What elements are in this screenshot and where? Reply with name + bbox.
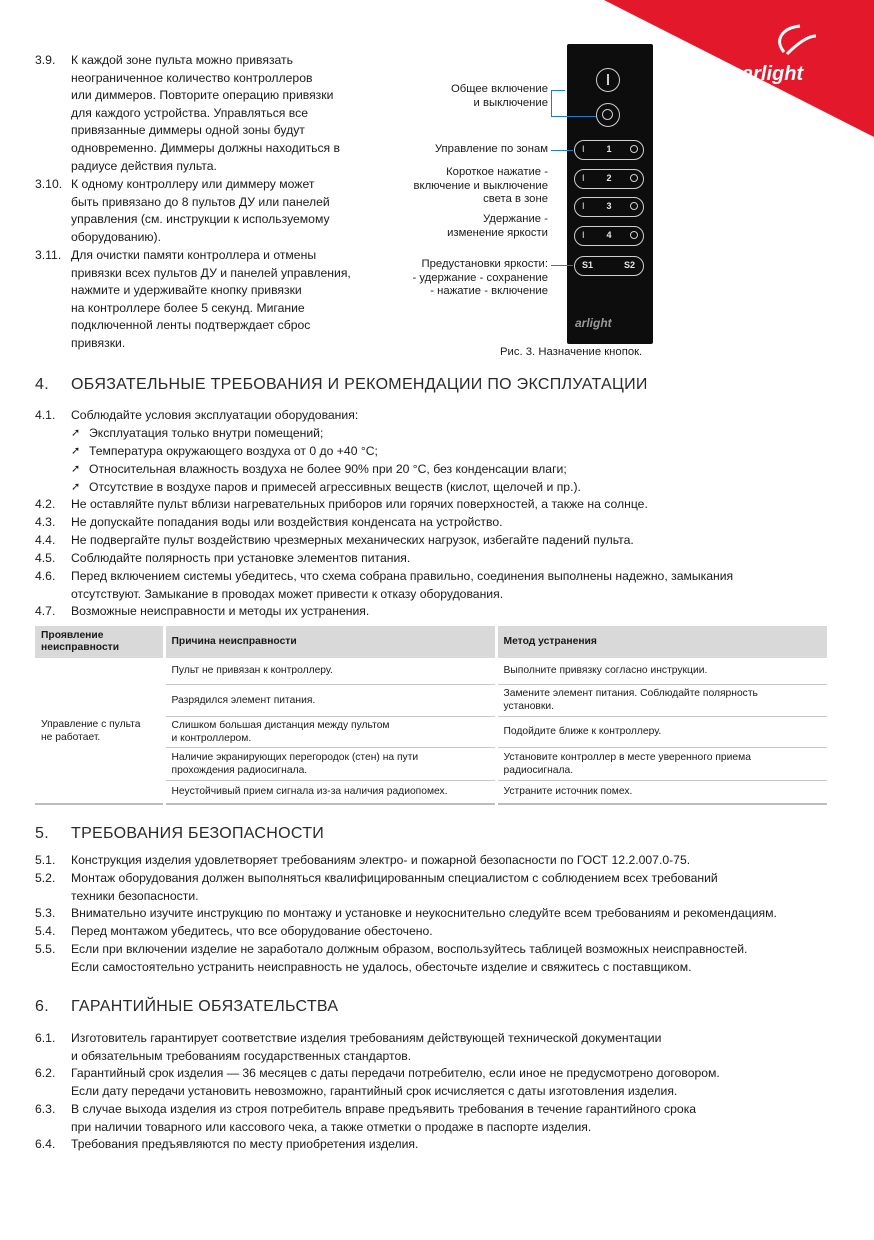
item-number: 5.5.: [35, 942, 56, 956]
power-off-button: [596, 103, 620, 127]
item-text: Конструкция изделия удовлетворяет требованиям электро- и пожарной безопасности по ГОСТ 12.2.007.0-75.: [71, 853, 691, 867]
item-number: 4.7.: [35, 604, 56, 618]
zone-number: 2: [606, 173, 612, 183]
table-cell: Выполните привязку согласно инструкции.: [496, 658, 827, 684]
leader-line: [551, 150, 573, 151]
leader-line: [551, 90, 565, 91]
zone-number: 1: [606, 144, 612, 154]
faults-table: [35, 626, 827, 805]
power-off-icon: [602, 109, 613, 120]
table-cell: Подойдите ближе к контроллеру.: [496, 716, 827, 747]
item-text: Внимательно изучите инструкцию по монтажу и установке и неукоснительно следуйте всем требованиям и рекомендациям.: [71, 906, 777, 920]
preset-buttons: [574, 256, 644, 276]
table-cell-symptom: Управление с пульта не работает.: [35, 658, 164, 804]
item-text: Не оставляйте пульт вблизи нагревательных приборов или горячих поверхностей, а также на солнце.: [71, 497, 648, 511]
item-text: В случае выхода изделия из строя потребитель вправе предъявить требования в течение гарантийного срока при наличии товарного или кассового чека, а также отметки о продаже в паспорте изделия.: [71, 1102, 697, 1134]
table-cell: Устраните источник помех.: [496, 780, 827, 804]
item-text: Перед монтажом убедитесь, что все оборудование обесточено.: [71, 924, 433, 938]
item-number: 4.4.: [35, 533, 56, 547]
zone-number: 4: [606, 230, 612, 240]
table-cell: Неустойчивый прием сигнала из-за наличия радиопомех.: [164, 780, 496, 804]
item-text: К одному контроллеру или диммеру может быть привязано до 8 пультов ДУ или панелей управления (см. инструкции к используемому оборудованию).: [71, 177, 330, 244]
zone-off-icon: [630, 231, 638, 239]
leader-line: [551, 265, 573, 266]
item-text: Гарантийный срок изделия — 36 месяцев с даты передачи потребителю, если иное не предусмотрено договором. Если дату передачи установить невозможно, гарантийный срок исчисляется с даты изготовления изделия.: [71, 1066, 720, 1098]
section-title: ТРЕБОВАНИЯ БЕЗОПАСНОСТИ: [71, 825, 325, 842]
item-text: Требования предъявляются по месту приобретения изделия.: [71, 1137, 419, 1151]
callout-short-press: Короткое нажатие - включение и выключение света в зоне: [413, 166, 548, 205]
callout-hold: Удержание - изменение яркости: [447, 213, 548, 239]
zone-number: 3: [606, 201, 612, 211]
zone-on-glyph: I: [582, 201, 585, 211]
section-number: 5.: [35, 825, 49, 842]
item-number: 3.10.: [35, 177, 63, 191]
list-item: [35, 176, 415, 248]
arrow-bullet-icon: ➚: [71, 427, 81, 439]
table-cell: Разрядился элемент питания.: [164, 684, 496, 716]
item-number: 4.1.: [35, 408, 56, 422]
bullet-text: Эксплуатация только внутри помещений;: [89, 426, 324, 440]
zone-off-icon: [630, 145, 638, 153]
item-text: К каждой зоне пульта можно привязать неограниченное количество контроллеров или диммеров. Повторите операцию привязки для каждого устройства. Управляться все привязанные диммеры одной зоны будут одновременно. Диммеры должны находиться в радиусе действия пульта.: [71, 53, 340, 173]
item-text: Не допускайте попадания воды или воздействия конденсата на устройство.: [71, 515, 503, 529]
section-number: 4.: [35, 376, 49, 393]
item-number: 5.2.: [35, 871, 56, 885]
table-cell: Пульт не привязан к контроллеру.: [164, 658, 496, 684]
section-title: ГАРАНТИЙНЫЕ ОБЯЗАТЕЛЬСТВА: [71, 998, 339, 1015]
item-text: Для очистки памяти контроллера и отмены привязки всех пультов ДУ и панелей управления, нажмите и удерживайте кнопку привязки на контроллере более 5 секунд. Мигание подключенной ленты подтверждает сброс привязки.: [71, 248, 351, 350]
preset-s1-label: S1: [582, 260, 594, 270]
bullet-text: Отсутствие в воздухе паров и примесей агрессивных веществ (кислот, щелочей и пр.).: [89, 480, 581, 494]
column-header: Причина неисправности: [164, 626, 496, 658]
section-number: 6.: [35, 998, 49, 1015]
table-cell: Установите контроллер в месте уверенного приема радиосигнала.: [496, 747, 827, 780]
table-cell: Слишком большая дистанция между пультом и контроллером.: [164, 716, 496, 747]
preset-s2-label: S2: [623, 260, 635, 270]
leader-line: [551, 116, 596, 117]
remote-control-figure: [567, 44, 653, 344]
table-cell: Замените элемент питания. Соблюдайте полярность установки.: [496, 684, 827, 716]
item-number: 4.6.: [35, 569, 56, 583]
item-number: 6.4.: [35, 1137, 56, 1151]
item-text: Не подвергайте пульт воздействию чрезмерных механических нагрузок, избегайте падений пульта.: [71, 533, 634, 547]
callout-power: Общее включение и выключение: [450, 83, 548, 109]
item-text: Изготовитель гарантирует соответствие изделия требованиям действующей технической документации и обязательным требованиям государственных стандартов.: [71, 1031, 662, 1063]
item-number: 6.2.: [35, 1066, 56, 1080]
item-text: Соблюдайте условия эксплуатации оборудования:: [71, 408, 359, 422]
zone-on-glyph: I: [582, 230, 585, 240]
table-header-row: [35, 626, 827, 658]
list-item: [35, 247, 415, 355]
table-cell: Наличие экранирующих перегородок (стен) на пути прохождения радиосигнала.: [164, 747, 496, 780]
item-number: 3.11.: [35, 248, 62, 262]
zone-button-4: [574, 226, 644, 246]
zone-button-3: [574, 197, 644, 217]
item-number: 5.3.: [35, 906, 56, 920]
arrow-bullet-icon: ➚: [71, 481, 81, 493]
zone-on-glyph: I: [582, 144, 585, 154]
arrow-bullet-icon: ➚: [71, 463, 81, 475]
item-number: 5.1.: [35, 853, 56, 867]
item-number: 4.3.: [35, 515, 56, 529]
callout-zones: Управление по зонам: [434, 143, 548, 155]
item-text: Если при включении изделие не заработало должным образом, воспользуйтесь таблицей возможных неисправностей. Если самостоятельно устранить неисправность не удалось, обесточьте изделие и свяжитесь с поставщиком.: [71, 942, 748, 974]
item-number: 3.9.: [35, 53, 56, 67]
item-number: 4.5.: [35, 551, 56, 565]
item-number: 4.2.: [35, 497, 56, 511]
figure-caption: Рис. 3. Назначение кнопок.: [500, 346, 643, 358]
zone-on-glyph: I: [582, 173, 585, 183]
arrow-bullet-icon: ➚: [71, 445, 81, 457]
item-number: 5.4.: [35, 924, 56, 938]
arlight-logo-text: arlight: [742, 63, 804, 85]
item-text: Монтаж оборудования должен выполняться квалифицированным специалистом с соблюдением всех требований техники безопасности.: [71, 871, 718, 903]
item-text: Соблюдайте полярность при установке элементов питания.: [71, 551, 411, 565]
section-title: ОБЯЗАТЕЛЬНЫЕ ТРЕБОВАНИЯ И РЕКОМЕНДАЦИИ ПО ЭКСПЛУАТАЦИИ: [71, 376, 648, 393]
column-header: Проявление неисправности: [35, 626, 164, 658]
list-item: [35, 52, 415, 177]
zone-button-1: [574, 140, 644, 160]
zone-off-icon: [630, 202, 638, 210]
power-on-button: [596, 68, 620, 92]
item-number: 6.1.: [35, 1031, 56, 1045]
remote-logo: arlight: [575, 316, 612, 330]
zone-off-icon: [630, 174, 638, 182]
table-row: [35, 658, 827, 684]
power-on-icon: [607, 74, 609, 85]
item-text: Возможные неисправности и методы их устранения.: [71, 604, 370, 618]
bullet-text: Температура окружающего воздуха от 0 до +40 °C;: [89, 444, 378, 458]
leader-line: [551, 90, 552, 116]
zone-button-2: [574, 169, 644, 189]
item-text: Перед включением системы убедитесь, что схема собрана правильно, соединения выполнены надежно, замыкания отсутствуют. Замыкание в проводах может привести к отказу оборудования.: [71, 569, 734, 601]
item-number: 6.3.: [35, 1102, 56, 1116]
callout-presets: Предустановки яркости: - удержание - сохранение - нажатие - включение: [412, 258, 548, 297]
bullet-text: Относительная влажность воздуха не более 90% при 20 °C, без конденсации влаги;: [89, 462, 567, 476]
column-header: Метод устранения: [496, 626, 827, 658]
